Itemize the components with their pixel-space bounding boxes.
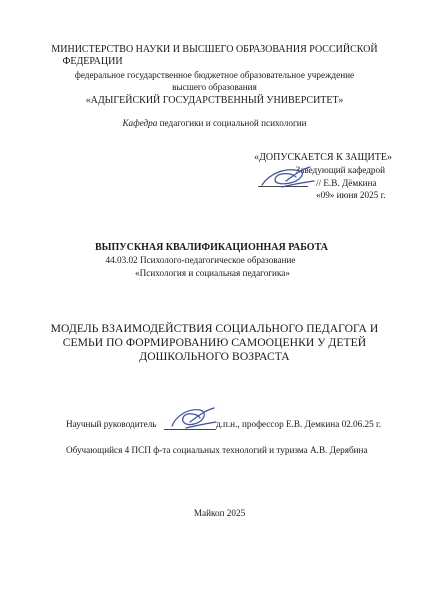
department-label: Кафедра (122, 118, 158, 128)
city-year: Майкоп 2025 (193, 508, 246, 518)
head-title: Заведующий кафедрой (295, 165, 385, 175)
department-name: педагогики и социальной психологии (159, 118, 307, 128)
student-info: Обучающийся 4 ПСП ф-та социальных технологий и туризма А.В. Дерябина (66, 445, 368, 455)
ministry-line-2: ФЕДЕРАЦИИ (62, 56, 123, 67)
thesis-title-line-1: МОДЕЛЬ ВЗАИМОДЕЙСТВИЯ СОЦИАЛЬНОГО ПЕДАГОГА И (50, 322, 379, 335)
institution-type-line-1: федеральное государственное бюджетное образовательное учреждение (74, 70, 355, 80)
university-name: «АДЫГЕЙСКИЙ ГОСУДАРСТВЕННЫЙ УНИВЕРСИТЕТ» (85, 95, 344, 106)
department (0, 118, 429, 128)
institution-type-line-2: высшего образования (172, 82, 257, 92)
ministry-line-1: МИНИСТЕРСТВО НАУКИ И ВЫСШЕГО ОБРАЗОВАНИЯ РОССИЙСКОЙ (51, 44, 378, 55)
work-profile: «Психология и социальная педагогика» (135, 268, 290, 278)
approval-date: «09» июня 2025 г. (316, 190, 386, 200)
work-type: ВЫПУСКНАЯ КВАЛИФИКАЦИОННАЯ РАБОТА (95, 242, 328, 253)
admit-to-defense: «ДОПУСКАЕТСЯ К ЗАЩИТЕ» (254, 152, 392, 163)
head-name: // Е.В. Дёмкина (316, 178, 377, 188)
supervisor-label: Научный руководитель (66, 419, 157, 429)
thesis-title-line-3: ДОШКОЛЬНОГО ВОЗРАСТА (139, 350, 290, 363)
supervisor-details: д.п.н., профессор Е.В. Демкина 02.06.25 г. (216, 419, 382, 429)
work-direction: 44.03.02 Психолого-педагогическое образование (105, 255, 296, 265)
head-signature (256, 163, 318, 193)
thesis-title-line-2: СЕМЬИ ПО ФОРМИРОВАНИЮ САМООЦЕНКИ У ДЕТЕЙ (62, 336, 367, 349)
supervisor-signature (166, 404, 220, 434)
